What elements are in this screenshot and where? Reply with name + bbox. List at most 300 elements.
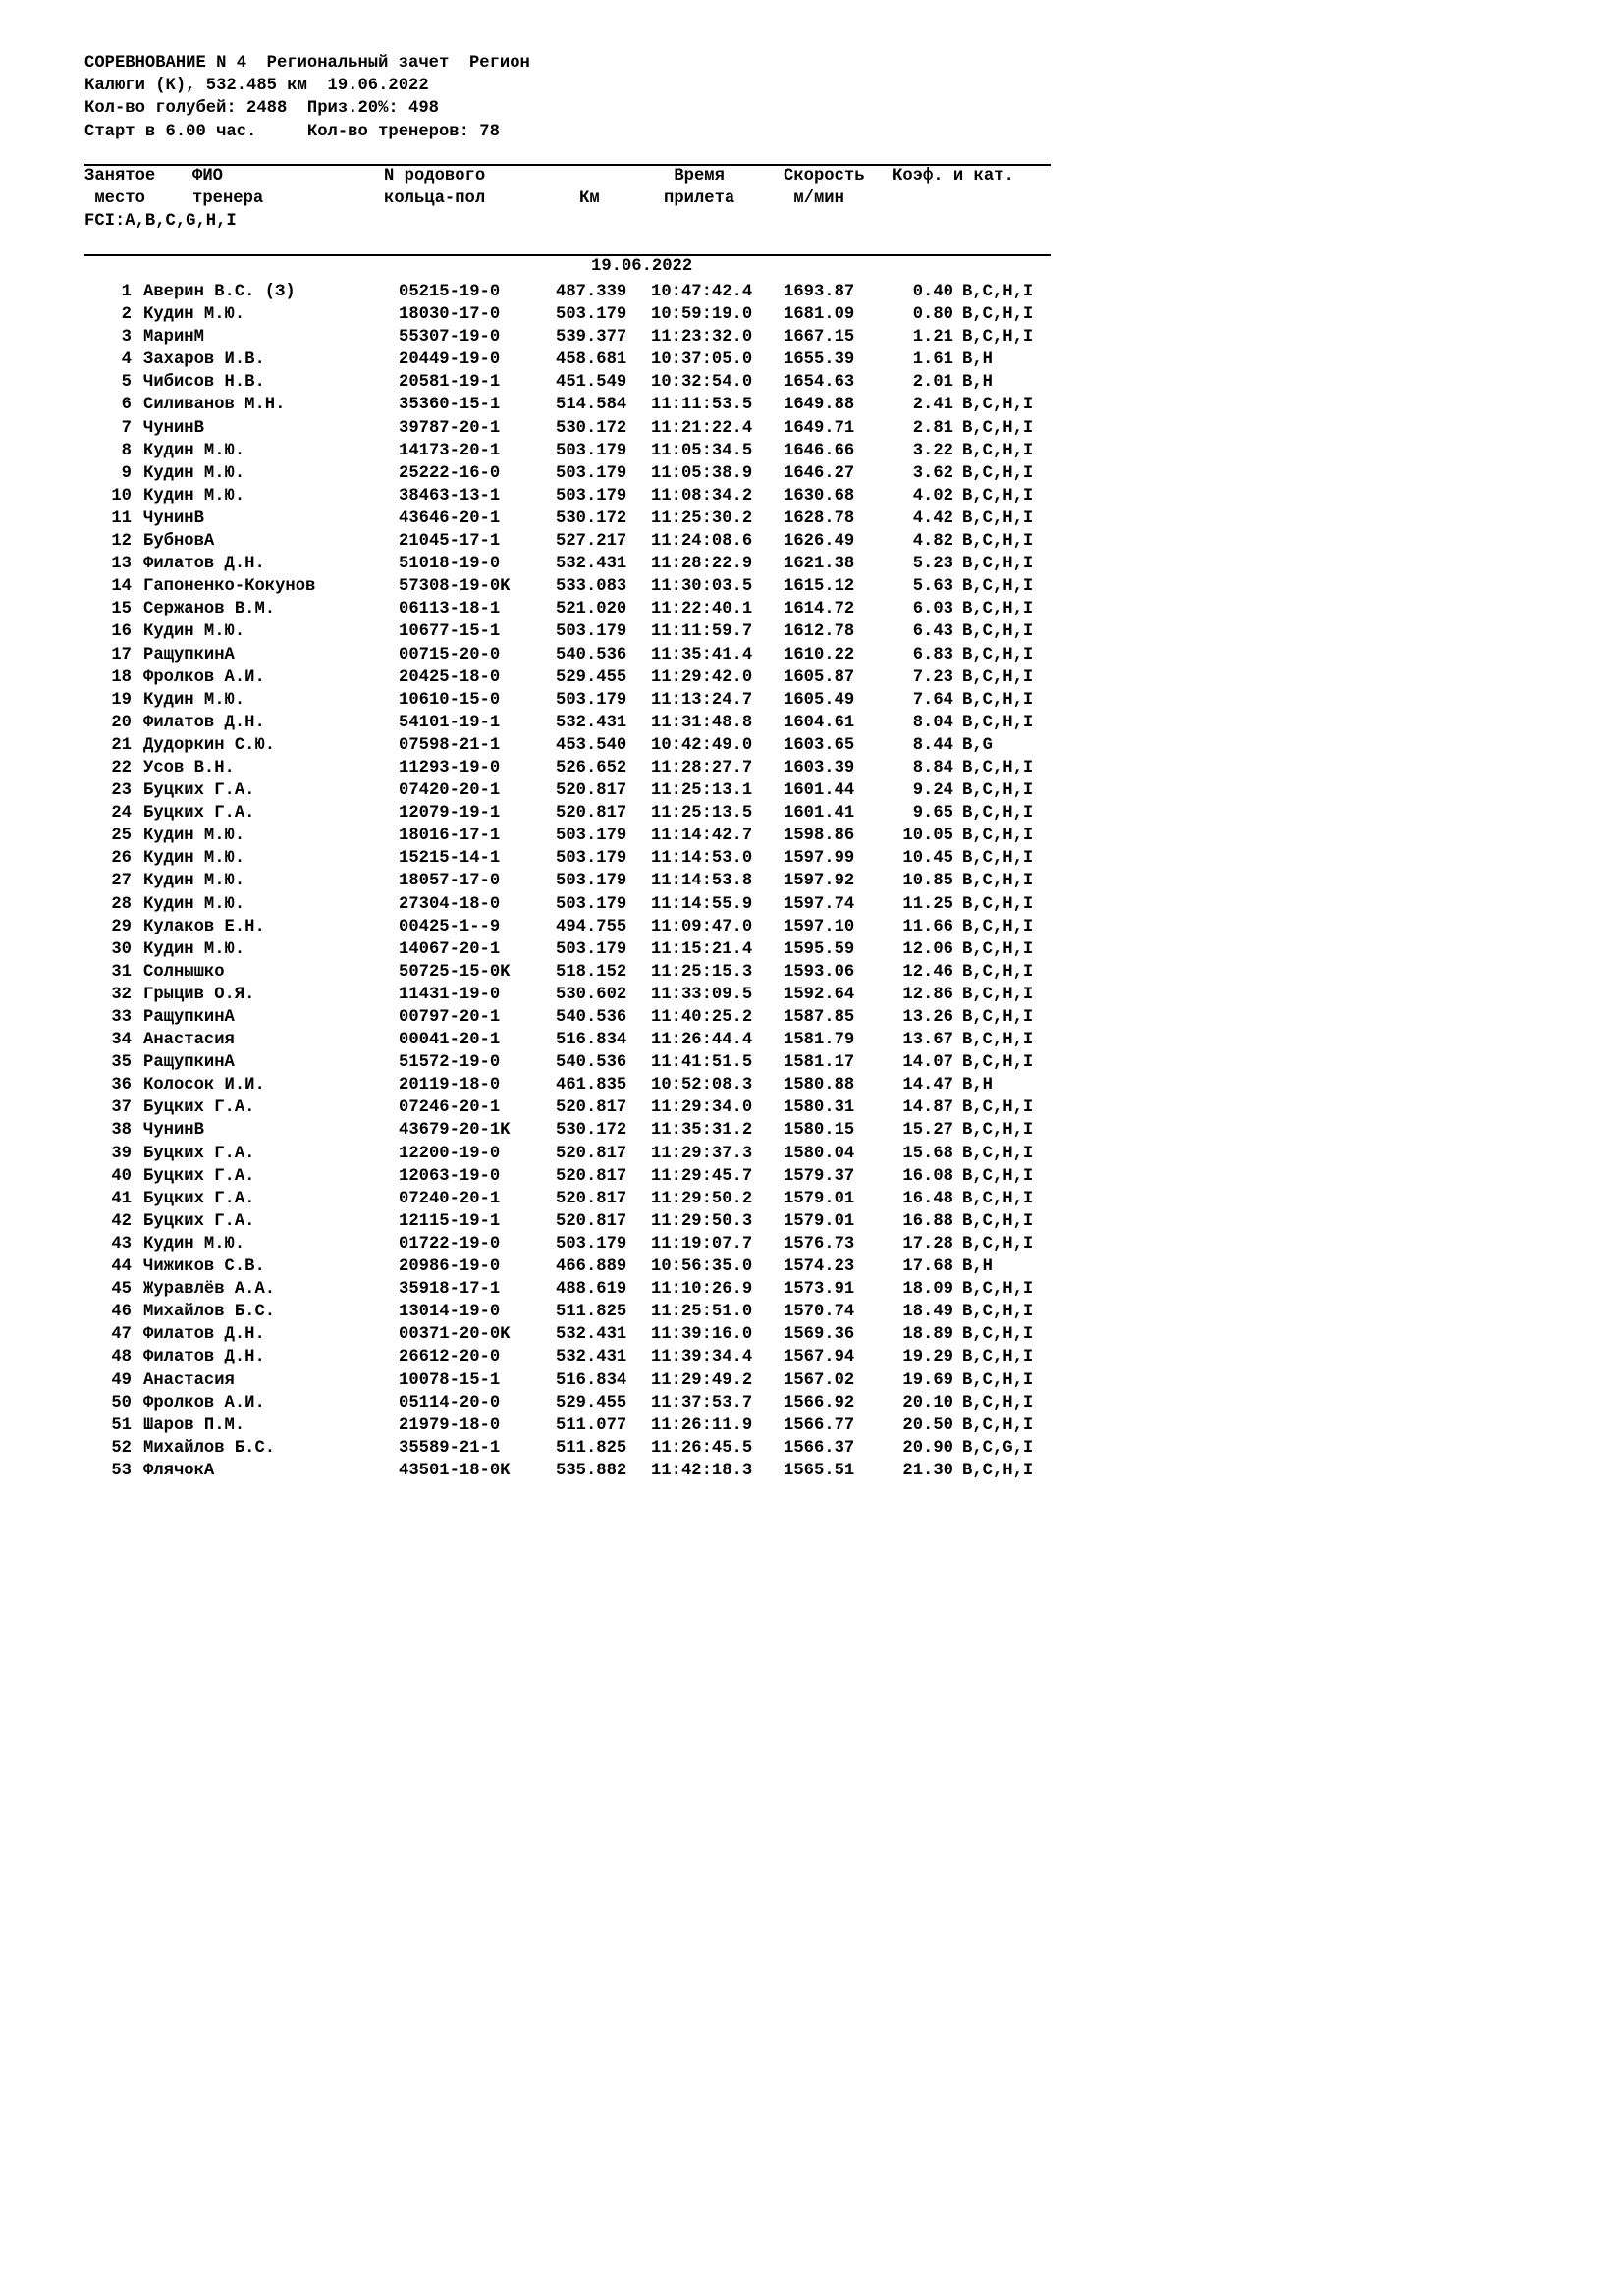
cell-coef: 20.50 <box>902 1415 953 1435</box>
cell-name: Гапоненко-Кокунов <box>143 577 316 597</box>
table-row <box>0 644 1080 667</box>
table-row <box>0 598 1080 620</box>
cell-speed: 1565.51 <box>784 1461 855 1480</box>
cell-coef: 11.25 <box>902 894 953 914</box>
cell-km: 529.455 <box>556 667 627 687</box>
cell-time: 11:40:25.2 <box>651 1008 753 1027</box>
cell-cat: B,C,H,I <box>962 1166 1034 1186</box>
cell-name: Буцких Г.А. <box>143 1144 255 1163</box>
cell-coef: 2.41 <box>912 396 953 415</box>
table-row <box>0 1210 1080 1233</box>
cell-coef: 8.84 <box>912 758 953 777</box>
cell-coef: 20.10 <box>902 1393 953 1413</box>
cell-ring: 00371-20-0K <box>399 1325 511 1345</box>
cell-cat: B,C,H,I <box>962 1303 1034 1322</box>
cell-place: 1 <box>121 283 132 301</box>
cell-cat: B,C,H,I <box>962 1008 1034 1027</box>
cell-time: 10:32:54.0 <box>651 373 753 393</box>
table-row <box>0 553 1080 575</box>
table-row <box>0 893 1080 916</box>
cell-name: Кудин М.Ю. <box>143 305 245 325</box>
cell-place: 46 <box>111 1303 132 1322</box>
cell-speed: 1566.92 <box>784 1393 855 1413</box>
cell-speed: 1667.15 <box>784 328 855 347</box>
cell-speed: 1566.37 <box>784 1438 855 1458</box>
cell-speed: 1580.88 <box>784 1076 855 1095</box>
cell-name: Михайлов Б.С. <box>143 1303 276 1322</box>
cell-place: 34 <box>111 1031 132 1050</box>
cell-coef: 20.90 <box>902 1438 953 1458</box>
cell-coef: 6.83 <box>912 645 953 665</box>
cell-name: Кудин М.Ю. <box>143 894 245 914</box>
cell-name: Буцких Г.А. <box>143 804 255 824</box>
cell-ring: 20986-19-0 <box>399 1257 501 1277</box>
cell-km: 511.825 <box>556 1438 627 1458</box>
cell-coef: 14.87 <box>902 1098 953 1118</box>
cell-cat: B,C,H,I <box>962 532 1034 552</box>
table-row <box>0 394 1080 416</box>
cell-km: 503.179 <box>556 849 627 869</box>
cell-place: 13 <box>111 555 132 574</box>
cell-name: Буцких Г.А. <box>143 1189 255 1208</box>
table-row <box>0 485 1080 507</box>
cell-km: 535.882 <box>556 1461 627 1480</box>
cell-place: 18 <box>111 667 132 687</box>
cell-km: 514.584 <box>556 396 627 415</box>
cell-ring: 10078-15-1 <box>399 1370 501 1390</box>
cell-coef: 0.40 <box>912 283 953 301</box>
cell-speed: 1649.71 <box>784 418 855 438</box>
cell-speed: 1574.23 <box>784 1257 855 1277</box>
cell-speed: 1576.73 <box>784 1234 855 1254</box>
cell-name: Буцких Г.А. <box>143 1211 255 1231</box>
table-row <box>0 1119 1080 1142</box>
cell-place: 21 <box>111 735 132 755</box>
cell-name: Филатов Д.Н. <box>143 1348 265 1367</box>
cell-ring: 54101-19-1 <box>399 713 501 732</box>
cell-cat: B,C,H,I <box>962 962 1034 982</box>
table-row <box>0 1051 1080 1074</box>
cell-time: 11:11:59.7 <box>651 622 753 642</box>
cell-place: 44 <box>111 1257 132 1277</box>
cell-name: Кудин М.Ю. <box>143 463 245 483</box>
cell-speed: 1655.39 <box>784 350 855 370</box>
cell-speed: 1610.22 <box>784 645 855 665</box>
cell-coef: 1.61 <box>912 350 953 370</box>
cell-time: 11:41:51.5 <box>651 1053 753 1073</box>
cell-coef: 18.89 <box>902 1325 953 1345</box>
cell-ring: 14067-20-1 <box>399 939 501 959</box>
cell-cat: B,C,H,I <box>962 939 1034 959</box>
cell-time: 11:14:42.7 <box>651 827 753 846</box>
cell-place: 39 <box>111 1144 132 1163</box>
cell-cat: B,C,H,I <box>962 441 1034 460</box>
col-time-header: Время прилета <box>664 167 735 208</box>
cell-speed: 1601.44 <box>784 781 855 801</box>
cell-time: 11:25:30.2 <box>651 508 753 528</box>
cell-place: 16 <box>111 622 132 642</box>
cell-speed: 1615.12 <box>784 577 855 597</box>
cell-name: Чижиков С.В. <box>143 1257 265 1277</box>
cell-speed: 1601.41 <box>784 804 855 824</box>
cell-coef: 18.49 <box>902 1303 953 1322</box>
cell-time: 11:26:45.5 <box>651 1438 753 1458</box>
cell-km: 533.083 <box>556 577 627 597</box>
cell-speed: 1580.04 <box>784 1144 855 1163</box>
cell-cat: B,C,H,I <box>962 1415 1034 1435</box>
cell-km: 520.817 <box>556 1166 627 1186</box>
cell-speed: 1597.10 <box>784 917 855 936</box>
cell-time: 11:39:34.4 <box>651 1348 753 1367</box>
cell-coef: 6.03 <box>912 600 953 619</box>
cell-place: 42 <box>111 1211 132 1231</box>
cell-place: 27 <box>111 872 132 891</box>
cell-ring: 21045-17-1 <box>399 532 501 552</box>
cell-cat: B,H <box>962 1257 993 1277</box>
cell-coef: 15.27 <box>902 1121 953 1141</box>
cell-time: 11:29:50.3 <box>651 1211 753 1231</box>
cell-speed: 1646.66 <box>784 441 855 460</box>
cell-coef: 13.67 <box>902 1031 953 1050</box>
cell-km: 520.817 <box>556 781 627 801</box>
cell-place: 19 <box>111 690 132 710</box>
cell-ring: 07240-20-1 <box>399 1189 501 1208</box>
cell-ring: 12200-19-0 <box>399 1144 501 1163</box>
cell-place: 15 <box>111 600 132 619</box>
table-row <box>0 712 1080 734</box>
cell-cat: B,C,H,I <box>962 804 1034 824</box>
cell-place: 45 <box>111 1280 132 1300</box>
cell-name: Фролков А.И. <box>143 1393 265 1413</box>
cell-name: Грыцив О.Я. <box>143 985 255 1004</box>
table-row <box>0 1233 1080 1255</box>
cell-coef: 9.24 <box>912 781 953 801</box>
cell-time: 11:25:13.5 <box>651 804 753 824</box>
cell-cat: B,C,H,I <box>962 328 1034 347</box>
cell-coef: 14.07 <box>902 1053 953 1073</box>
table-row <box>0 1074 1080 1096</box>
cell-km: 530.172 <box>556 508 627 528</box>
cell-ring: 11431-19-0 <box>399 985 501 1004</box>
cell-speed: 1605.87 <box>784 667 855 687</box>
cell-coef: 3.62 <box>912 463 953 483</box>
cell-km: 503.179 <box>556 305 627 325</box>
cell-ring: 13014-19-0 <box>399 1303 501 1322</box>
cell-place: 50 <box>111 1393 132 1413</box>
cell-km: 530.602 <box>556 985 627 1004</box>
cell-name: Филатов Д.Н. <box>143 555 265 574</box>
cell-coef: 16.88 <box>902 1211 953 1231</box>
cell-ring: 57308-19-0K <box>399 577 511 597</box>
cell-speed: 1581.79 <box>784 1031 855 1050</box>
cell-km: 511.825 <box>556 1303 627 1322</box>
cell-place: 3 <box>121 328 132 347</box>
table-row <box>0 1415 1080 1437</box>
cell-speed: 1567.02 <box>784 1370 855 1390</box>
cell-place: 38 <box>111 1121 132 1141</box>
table-row <box>0 281 1080 303</box>
cell-name: РащупкинА <box>143 645 235 665</box>
cell-km: 487.339 <box>556 283 627 301</box>
cell-cat: B,C,H,I <box>962 463 1034 483</box>
cell-cat: B,H <box>962 1076 993 1095</box>
cell-cat: B,H <box>962 373 993 393</box>
col-ring-header: N родового кольца-пол <box>384 167 486 208</box>
cell-cat: B,C,H,I <box>962 667 1034 687</box>
cell-km: 532.431 <box>556 555 627 574</box>
cell-time: 11:26:11.9 <box>651 1415 753 1435</box>
cell-time: 11:29:37.3 <box>651 1144 753 1163</box>
cell-km: 503.179 <box>556 441 627 460</box>
table-row <box>0 1369 1080 1392</box>
cell-name: Силиванов М.Н. <box>143 396 286 415</box>
cell-time: 11:24:08.6 <box>651 532 753 552</box>
cell-ring: 12115-19-1 <box>399 1211 501 1231</box>
table-row <box>0 1143 1080 1165</box>
cell-km: 530.172 <box>556 418 627 438</box>
cell-speed: 1593.06 <box>784 962 855 982</box>
cell-km: 458.681 <box>556 350 627 370</box>
cell-name: Кудин М.Ю. <box>143 441 245 460</box>
cell-ring: 51018-19-0 <box>399 555 501 574</box>
cell-cat: B,C,H,I <box>962 713 1034 732</box>
cell-km: 540.536 <box>556 1008 627 1027</box>
cell-cat: B,C,H,I <box>962 1031 1034 1050</box>
cell-name: Кудин М.Ю. <box>143 872 245 891</box>
cell-ring: 18030-17-0 <box>399 305 501 325</box>
cell-km: 503.179 <box>556 463 627 483</box>
cell-speed: 1604.61 <box>784 713 855 732</box>
cell-name: Кудин М.Ю. <box>143 690 245 710</box>
cell-name: Кулаков Е.Н. <box>143 917 265 936</box>
table-row <box>0 734 1080 757</box>
cell-coef: 12.86 <box>902 985 953 1004</box>
cell-place: 32 <box>111 985 132 1004</box>
table-row <box>0 1255 1080 1278</box>
table-row <box>0 1437 1080 1460</box>
cell-time: 11:05:34.5 <box>651 441 753 460</box>
cell-time: 11:39:16.0 <box>651 1325 753 1345</box>
cell-place: 51 <box>111 1415 132 1435</box>
cell-ring: 20581-19-1 <box>399 373 501 393</box>
cell-coef: 7.23 <box>912 667 953 687</box>
cell-km: 518.152 <box>556 962 627 982</box>
cell-coef: 10.05 <box>902 827 953 846</box>
table-row <box>0 1165 1080 1188</box>
cell-coef: 11.66 <box>902 917 953 936</box>
header-line-4: Старт в 6.00 час. Кол-во тренеров: 78 <box>84 122 500 141</box>
cell-km: 540.536 <box>556 645 627 665</box>
cell-speed: 1597.74 <box>784 894 855 914</box>
cell-speed: 1595.59 <box>784 939 855 959</box>
cell-ring: 20425-18-0 <box>399 667 501 687</box>
table-row <box>0 667 1080 689</box>
table-row <box>0 440 1080 462</box>
date-subheader: 19.06.2022 <box>591 257 693 276</box>
cell-coef: 17.68 <box>902 1257 953 1277</box>
cell-coef: 19.29 <box>902 1348 953 1367</box>
col-speed-header: Скорость м/мин <box>784 167 865 208</box>
cell-time: 11:13:24.7 <box>651 690 753 710</box>
cell-name: ЧунинВ <box>143 1121 204 1141</box>
cell-km: 503.179 <box>556 872 627 891</box>
cell-km: 526.652 <box>556 758 627 777</box>
cell-time: 11:23:32.0 <box>651 328 753 347</box>
cell-ring: 00715-20-0 <box>399 645 501 665</box>
cell-coef: 1.21 <box>912 328 953 347</box>
cell-cat: B,C,H,I <box>962 827 1034 846</box>
cell-coef: 5.23 <box>912 555 953 574</box>
cell-cat: B,C,H,I <box>962 690 1034 710</box>
cell-speed: 1598.86 <box>784 827 855 846</box>
cell-speed: 1581.17 <box>784 1053 855 1073</box>
cell-km: 516.834 <box>556 1031 627 1050</box>
cell-ring: 00041-20-1 <box>399 1031 501 1050</box>
cell-time: 11:25:13.1 <box>651 781 753 801</box>
cell-ring: 11293-19-0 <box>399 758 501 777</box>
cell-place: 26 <box>111 849 132 869</box>
cell-km: 461.835 <box>556 1076 627 1095</box>
cell-cat: B,C,H,I <box>962 1325 1034 1345</box>
cell-name: Дудоркин С.Ю. <box>143 735 276 755</box>
cell-speed: 1569.36 <box>784 1325 855 1345</box>
competition-header <box>84 52 530 143</box>
cell-time: 11:25:51.0 <box>651 1303 753 1322</box>
cell-name: Кудин М.Ю. <box>143 827 245 846</box>
cell-place: 49 <box>111 1370 132 1390</box>
cell-km: 532.431 <box>556 713 627 732</box>
cell-speed: 1693.87 <box>784 283 855 301</box>
cell-ring: 00797-20-1 <box>399 1008 501 1027</box>
cell-name: Усов В.Н. <box>143 758 235 777</box>
cell-coef: 16.08 <box>902 1166 953 1186</box>
cell-cat: B,C,G,I <box>962 1438 1034 1458</box>
table-row <box>0 1096 1080 1119</box>
cell-coef: 4.82 <box>912 532 953 552</box>
cell-ring: 35589-21-1 <box>399 1438 501 1458</box>
table-row <box>0 916 1080 938</box>
header-line-1: СОРЕВНОВАНИЕ N 4 Региональный зачет Регион <box>84 54 530 73</box>
cell-cat: B,H <box>962 350 993 370</box>
cell-place: 11 <box>111 508 132 528</box>
cell-time: 11:14:55.9 <box>651 894 753 914</box>
cell-cat: B,C,H,I <box>962 1461 1034 1480</box>
table-row <box>0 802 1080 825</box>
cell-coef: 4.42 <box>912 508 953 528</box>
col-coef-header: Коэф. и кат. <box>893 167 1014 186</box>
table-row <box>0 462 1080 485</box>
cell-time: 10:59:19.0 <box>651 305 753 325</box>
cell-time: 11:29:50.2 <box>651 1189 753 1208</box>
cell-ring: 06113-18-1 <box>399 600 501 619</box>
cell-cat: B,C,H,I <box>962 781 1034 801</box>
cell-place: 14 <box>111 577 132 597</box>
cell-time: 11:37:53.7 <box>651 1393 753 1413</box>
cell-cat: B,C,H,I <box>962 917 1034 936</box>
cell-coef: 2.81 <box>912 418 953 438</box>
cell-time: 11:42:18.3 <box>651 1461 753 1480</box>
table-row <box>0 847 1080 870</box>
cell-place: 25 <box>111 827 132 846</box>
cell-time: 10:37:05.0 <box>651 350 753 370</box>
table-row <box>0 1392 1080 1415</box>
cell-coef: 12.46 <box>902 962 953 982</box>
cell-km: 503.179 <box>556 894 627 914</box>
cell-cat: B,C,H,I <box>962 555 1034 574</box>
cell-coef: 13.26 <box>902 1008 953 1027</box>
cell-speed: 1603.65 <box>784 735 855 755</box>
cell-ring: 07420-20-1 <box>399 781 501 801</box>
cell-coef: 2.01 <box>912 373 953 393</box>
cell-coef: 7.64 <box>912 690 953 710</box>
cell-ring: 18057-17-0 <box>399 872 501 891</box>
cell-ring: 15215-14-1 <box>399 849 501 869</box>
cell-cat: B,C,H,I <box>962 1393 1034 1413</box>
table-row <box>0 575 1080 598</box>
cell-name: Чибисов Н.В. <box>143 373 265 393</box>
cell-name: Шаров П.М. <box>143 1415 245 1435</box>
cell-name: Филатов Д.Н. <box>143 1325 265 1345</box>
cell-ring: 27304-18-0 <box>399 894 501 914</box>
cell-name: РащупкинА <box>143 1008 235 1027</box>
cell-cat: B,C,H,I <box>962 508 1034 528</box>
table-row <box>0 1460 1080 1482</box>
cell-name: БубновА <box>143 532 215 552</box>
cell-name: Кудин М.Ю. <box>143 849 245 869</box>
cell-name: Кудин М.Ю. <box>143 622 245 642</box>
cell-ring: 25222-16-0 <box>399 463 501 483</box>
cell-place: 37 <box>111 1098 132 1118</box>
cell-name: Кудин М.Ю. <box>143 939 245 959</box>
cell-time: 11:11:53.5 <box>651 396 753 415</box>
cell-time: 11:26:44.4 <box>651 1031 753 1050</box>
table-row <box>0 326 1080 348</box>
cell-km: 520.817 <box>556 804 627 824</box>
cell-ring: 07246-20-1 <box>399 1098 501 1118</box>
table-row <box>0 371 1080 394</box>
cell-name: Фролков А.И. <box>143 667 265 687</box>
cell-ring: 01722-19-0 <box>399 1234 501 1254</box>
cell-coef: 5.63 <box>912 577 953 597</box>
cell-km: 527.217 <box>556 532 627 552</box>
cell-km: 488.619 <box>556 1280 627 1300</box>
cell-speed: 1630.68 <box>784 486 855 506</box>
cell-cat: B,C,H,I <box>962 1098 1034 1118</box>
cell-km: 451.549 <box>556 373 627 393</box>
cell-km: 494.755 <box>556 917 627 936</box>
cell-place: 5 <box>121 373 132 393</box>
cell-km: 453.540 <box>556 735 627 755</box>
cell-place: 10 <box>111 486 132 506</box>
cell-time: 11:35:31.2 <box>651 1121 753 1141</box>
cell-place: 41 <box>111 1189 132 1208</box>
cell-place: 30 <box>111 939 132 959</box>
cell-place: 29 <box>111 917 132 936</box>
cell-ring: 05114-20-0 <box>399 1393 501 1413</box>
cell-km: 516.834 <box>556 1370 627 1390</box>
cell-ring: 05215-19-0 <box>399 283 501 301</box>
cell-coef: 6.43 <box>912 622 953 642</box>
cell-place: 47 <box>111 1325 132 1345</box>
table-row <box>0 938 1080 961</box>
table-row <box>0 1278 1080 1301</box>
cell-km: 532.431 <box>556 1348 627 1367</box>
cell-coef: 18.09 <box>902 1280 953 1300</box>
table-row <box>0 620 1080 643</box>
cell-time: 10:52:08.3 <box>651 1076 753 1095</box>
cell-time: 11:30:03.5 <box>651 577 753 597</box>
cell-speed: 1587.85 <box>784 1008 855 1027</box>
